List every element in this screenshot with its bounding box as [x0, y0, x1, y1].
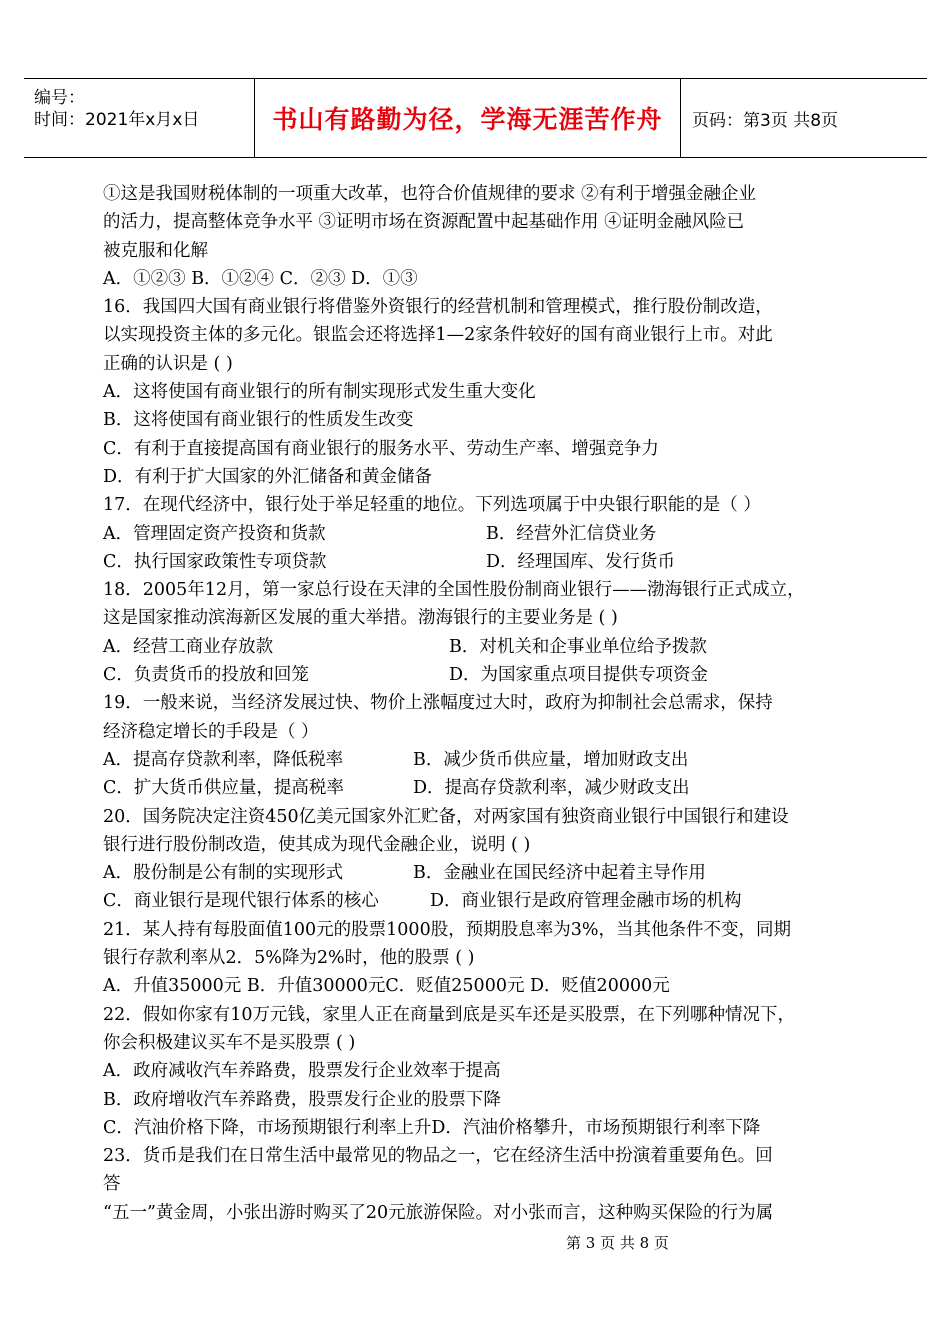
option-row — [103, 746, 863, 774]
option-b: B．金融业在国民经济中起着主导作用 — [413, 863, 706, 884]
text-line: 银行进行股份制改造，使其成为现代金融企业，说明 ( ) — [103, 834, 531, 855]
text-line: 答 — [103, 1174, 121, 1195]
question-23: 23．货币是我们在日常生活中最常见的物品之一，它在经济生活中扮演着重要角色。回 — [103, 1146, 773, 1167]
option-row — [103, 548, 863, 576]
option-b: B．经营外汇信贷业务 — [486, 523, 657, 544]
option-a: A．股份制是公有制的实现形式 — [103, 863, 344, 884]
option-a: A．政府减收汽车养路费，股票发行企业效率于提高 — [103, 1061, 501, 1082]
option-d: D．为国家重点项目提供专项资金 — [449, 665, 709, 686]
option-b: B．这将使国有商业银行的性质发生改变 — [103, 410, 414, 431]
option-d: D．有利于扩大国家的外汇储备和黄金储备 — [103, 466, 433, 487]
option-row — [103, 661, 863, 689]
text-line: 银行存款利率从2．5%降为2%时，他的股票 ( ) — [103, 948, 475, 969]
option-a: A．经营工商业存放款 — [103, 636, 274, 657]
question-22: 22．假如你家有10万元钱，家里人正在商量到底是买车还是买股票，在下列哪种情况下， — [103, 1004, 796, 1025]
option-a: A．提高存贷款利率，降低税率 — [103, 749, 344, 770]
text-line: 经济稳定增长的手段是（ ） — [103, 721, 319, 742]
text-line: 的活力，提高整体竞争水平 ③证明市场在资源配置中起基础作用 ④证明金融风险已 — [103, 212, 745, 233]
time-label: 时间：2021年x月x日 — [34, 110, 200, 130]
option-d: D．提高存贷款利率，减少财政支出 — [413, 778, 690, 799]
question-20: 20．国务院决定注资450亿美元国家外汇贮备，对两家国有独资商业银行中国银行和建设 — [103, 806, 789, 827]
option-d: D．商业银行是政府管理金融市场的机构 — [430, 891, 742, 912]
page-header — [24, 78, 927, 158]
number-label: 编号： — [34, 88, 85, 108]
question-16: 16．我国四大国有商业银行将借鉴外资银行的经营机制和管理模式，推行股份制改造， — [103, 297, 773, 318]
answer-options: A．升值35000元 B．升值30000元C．贬值25000元 D．贬值20000元 — [103, 976, 670, 997]
page-label: 页码：第3页 共8页 — [692, 110, 839, 131]
option-c: C．商业银行是现代银行体系的核心 — [103, 891, 379, 912]
option-b: B．对机关和企事业单位给予拨款 — [449, 636, 707, 657]
option-c: C．负责货币的投放和回笼 — [103, 665, 309, 686]
text-line: 以实现投资主体的多元化。银监会还将选择1—2家条件较好的国有商业银行上市。对此 — [103, 325, 773, 346]
text-line: “五一”黄金周，小张出游时购买了20元旅游保险。对小张而言，这种购买保险的行为属 — [103, 1202, 774, 1223]
question-21: 21．某人持有每股面值100元的股票1000股，预期股息率为3%，当其他条件不变，同期 — [103, 919, 791, 940]
option-d: D．经理国库、发行货币 — [486, 551, 676, 572]
option-c: C．有利于直接提高国有商业银行的服务水平、劳动生产率、增强竞争力 — [103, 438, 659, 459]
option-c: C．扩大货币供应量，提高税率 — [103, 778, 344, 799]
question-17: 17．在现代经济中，银行处于举足轻重的地位。下列选项属于中央银行职能的是（ ） — [103, 495, 761, 516]
answer-options: A．①②③ B．①②④ C．②③ D．①③ — [103, 268, 418, 289]
text-line: ①这是我国财税体制的一项重大改革，也符合价值规律的要求 ②有利于增强金融企业 — [103, 184, 757, 204]
question-18: 18．2005年12月，第一家总行设在天津的全国性股份制商业银行——渤海银行正式成立， — [103, 580, 805, 601]
option-b: B．减少货币供应量，增加财政支出 — [413, 749, 689, 770]
option-a: A．管理固定资产投资和货款 — [103, 523, 326, 544]
option-b: B．政府增收汽车养路费，股票发行企业的股票下降 — [103, 1089, 501, 1110]
question-19: 19．一般来说，当经济发展过快、物价上涨幅度过大时，政府为抑制社会总需求，保持 — [103, 693, 773, 714]
option-row — [103, 520, 863, 548]
motto: 书山有路勤为径，学海无涯苦作舟 — [255, 79, 681, 157]
header-meta — [24, 79, 255, 157]
text-line: 正确的认识是 ( ) — [103, 353, 233, 374]
option-c-d: C．汽油价格下降，市场预期银行利率上升D．汽油价格攀升，市场预期银行利率下降 — [103, 1117, 761, 1138]
text-line: 这是国家推动滨海新区发展的重大举措。渤海银行的主要业务是 ( ) — [103, 608, 618, 629]
page-footer: 第 3 页 共 8 页 — [566, 1234, 669, 1252]
option-a: A．这将使国有商业银行的所有制实现形式发生重大变化 — [103, 382, 536, 403]
option-row — [103, 633, 863, 661]
option-row — [103, 887, 863, 915]
document-body — [103, 180, 863, 1227]
text-line: 你会积极建议买车不是买股票 ( ) — [103, 1032, 356, 1053]
text-line: 被克服和化解 — [103, 240, 208, 261]
option-row — [103, 774, 863, 802]
option-c: C．执行国家政策性专项贷款 — [103, 551, 327, 572]
option-row — [103, 859, 863, 887]
